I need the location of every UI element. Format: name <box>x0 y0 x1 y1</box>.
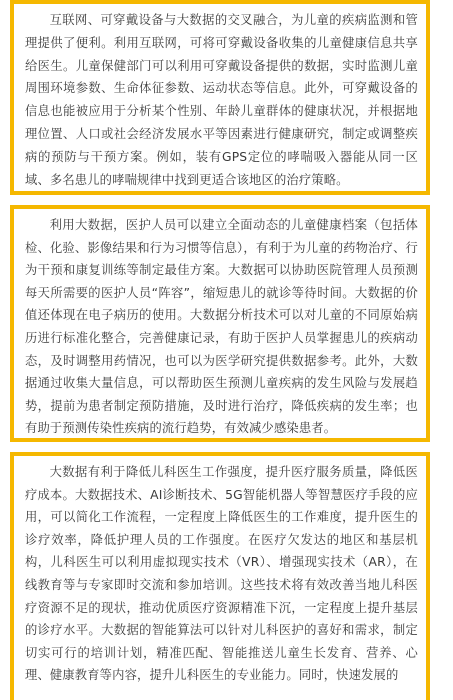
text-box-monitoring <box>10 0 430 195</box>
text-box-workload <box>10 452 430 700</box>
paragraph-health-records: 利用大数据，医护人员可以建立全面动态的儿童健康档案（包括体检、化验、影像结果和行为习惯等信息），有利于为儿童的药物治疗、行为干预和康复训练等制定最佳方案。大数据可以协助医院管理人员预测每天所需要的医护人员“阵容”，缩短患儿的就诊等待时间。大数据的价值还体现在电子病历的使用。大数据分析技术可以对儿童的不同原始病历进行标准化整合，完善健康记录，有助于医护人员掌握患儿的疾病动态，及时调整用药情况，也可以为医学研究提供数据参考。此外，大数据通过收集大量信息，可以帮助医生预测儿童疾病的发生风险与发展趋势，提前为患者制定预防措施，及时进行治疗，降低疾病的发生率；也有助于预测传染性疾病的流行趋势，有效减少感染患者。 <box>25 218 418 436</box>
paragraph-wearables-monitoring: 互联网、可穿戴设备与大数据的交叉融合，为儿童的疾病监测和管理提供了便利。利用互联网，可将可穿戴设备收集的儿童健康信息共享给医生。儿童保健部门可以利用可穿戴设备提供的数据，实时监测儿童周围环境参数、生命体征参数、运动状态等信息。此外，可穿戴设备的信息也能被应用于分析某个性别、年龄儿童群体的健康状况，并根据地理位置、人口或社会经济发展水平等因素进行健康研究，制定或调整疾病的预防与干预方案。例如，装有GPS定位的哮喘吸入器能从同一区域、多名患儿的哮喘规律中找到更适合该地区的治疗策略。 <box>25 13 418 187</box>
text-box-health-records <box>10 205 430 442</box>
paragraph-doctor-workload: 大数据有利于降低儿科医生工作强度，提升医疗服务质量，降低医疗成本。大数据技术、AI诊断技术、5G智能机器人等智慧医疗手段的应用，可以简化工作流程，一定程度上降低医生的工作难度，提升医生的诊疗效率，降低护理人员的工作强度。在医疗欠发达的地区和基层机构，儿科医生可以利用虚拟现实技术（VR）、增强现实技术（AR），在线教育等与专家即时交流和参加培训。这些技术将有效改善当地儿科医疗资源不足的现状，推动优质医疗资源精准下沉，一定程度上提升基层的诊疗水平。大数据的智能算法可以针对儿科医护的喜好和需求，制定切实可行的培训计划，精准匹配、智能推送儿童生长发育、营养、心理、健康教育等内容，提升儿科医生的专业能力。同时，快速发展的 <box>25 465 418 683</box>
